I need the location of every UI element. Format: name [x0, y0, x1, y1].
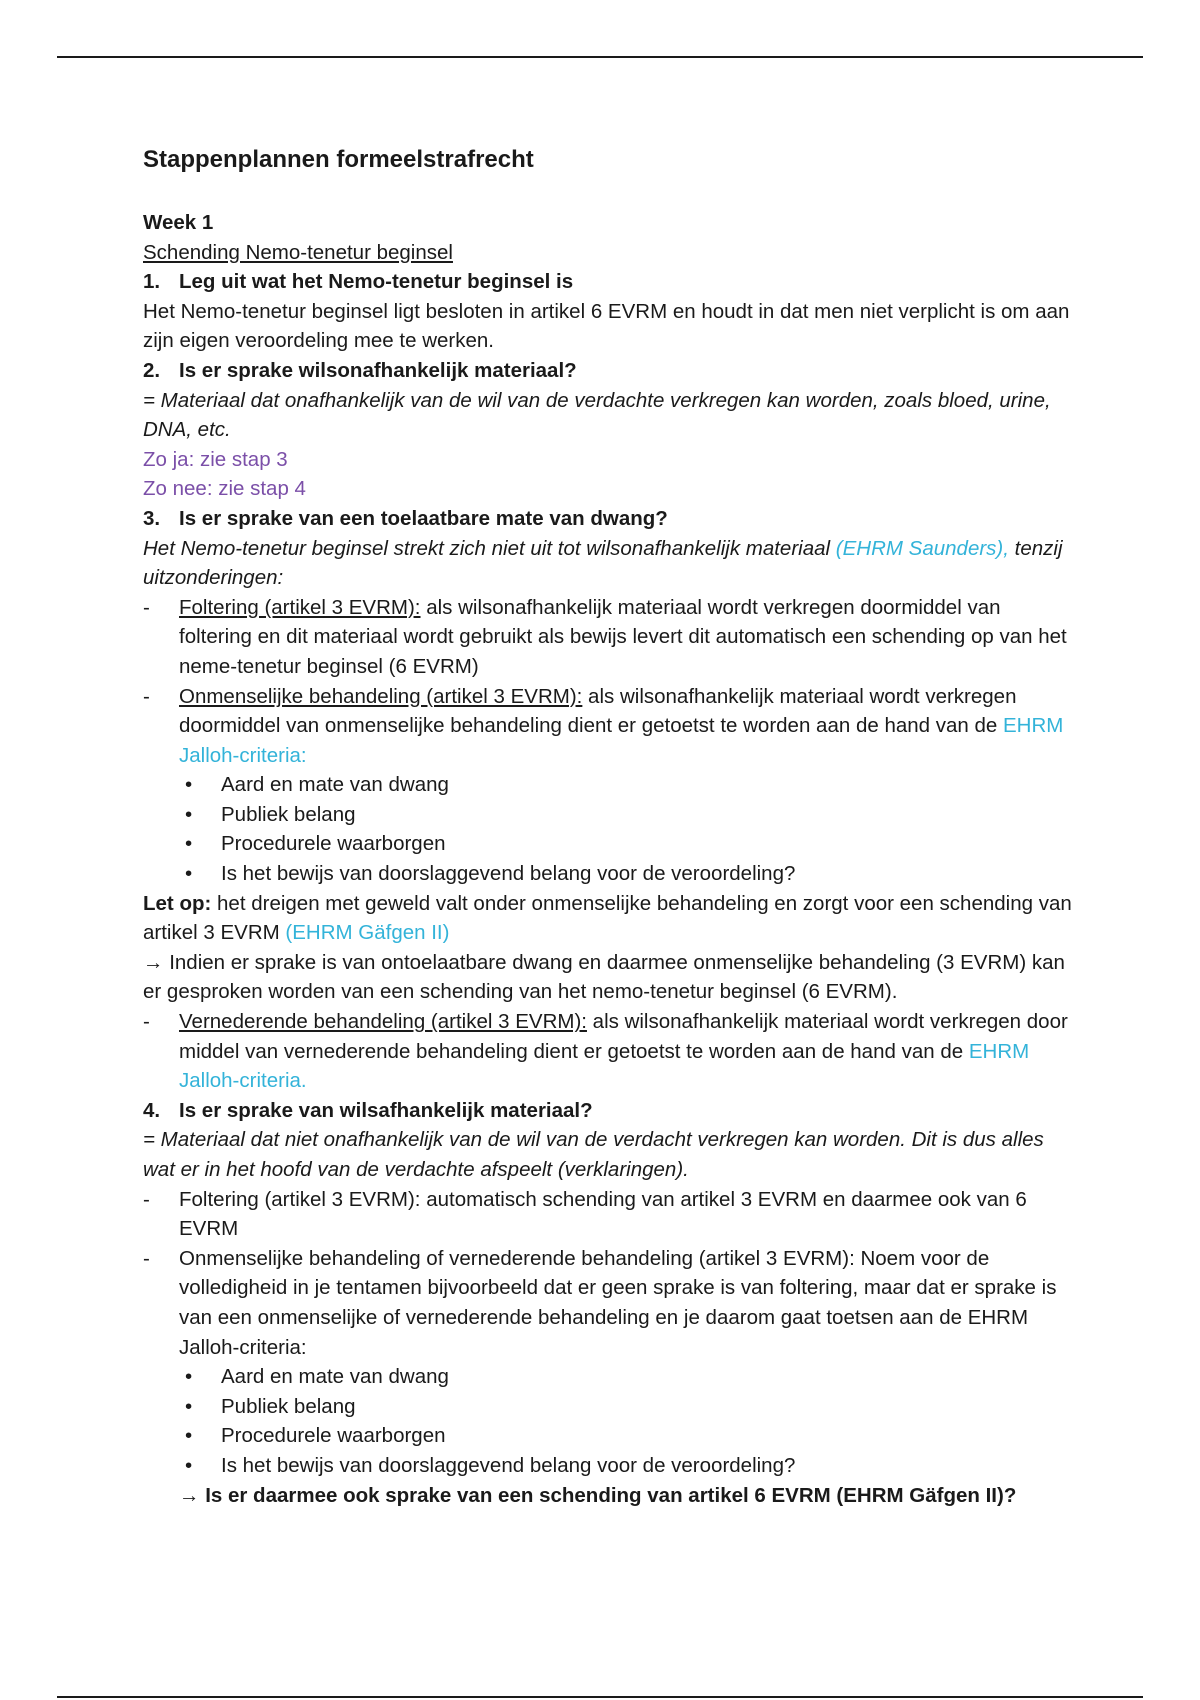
- step-3-heading: [143, 504, 1073, 534]
- step-4-definition: = Materiaal dat niet onafhankelijk van de wil van de verdacht verkregen kan worden. Dit is dus alles wat er in het hoofd van de verdachte afspeelt (verklaringen).: [143, 1128, 1044, 1181]
- list-item: [143, 1421, 1073, 1451]
- foltering-label: Foltering (artikel 3 EVRM):: [179, 595, 421, 619]
- foltering-text: als wilsonafhankelijk materiaal wordt verkregen doormiddel van foltering en dit materiaal wordt gebruikt als bewijs levert dit automatisch een schending op van het neme-tenetur beginsel (6 EVRM): [179, 595, 1067, 678]
- list-item: [143, 770, 1073, 800]
- criterion-text: Is het bewijs van doorslaggevend belang voor de veroordeling?: [221, 862, 796, 886]
- foltering-4-text: Foltering (artikel 3 EVRM): automatisch schending van artikel 3 EVRM en daarmee ook van 6 EVRM: [179, 1187, 1027, 1241]
- step-2-heading: [143, 356, 1073, 386]
- criterion-text: Aard en mate van dwang: [221, 773, 449, 797]
- intro-text-end: tenzij uitzonderingen:: [143, 536, 1063, 590]
- step-1-heading: [143, 267, 1073, 297]
- bullet-marker: •: [185, 1453, 193, 1477]
- list-item: [143, 859, 1073, 889]
- step-2-title: Is er sprake wilsonafhankelijk materiaal?: [179, 358, 577, 382]
- list-item-vernederend: [143, 1007, 1073, 1096]
- bullet-marker: •: [185, 1365, 193, 1389]
- step-number: 2.: [143, 358, 161, 382]
- step-3-title: Is er sprake van een toelaatbare mate van dwang?: [179, 506, 668, 530]
- criterion-text: Procedurele waarborgen: [221, 1424, 446, 1448]
- dash-marker: -: [143, 1187, 150, 1211]
- list-item-foltering: [143, 593, 1073, 682]
- document-title: Stappenplannen formeelstrafrecht: [143, 146, 534, 173]
- let-op-text: het dreigen met geweld valt onder onmenselijke behandeling en zorgt voor een schending van artikel 3 EVRM: [143, 891, 1072, 945]
- step-2-no: Zo nee: zie stap 4: [143, 477, 306, 501]
- step-2-definition: = Materiaal dat onafhankelijk van de wil van de verdachte verkregen kan worden, zoals bloed, urine, DNA, etc.: [143, 388, 1051, 442]
- bullet-marker: •: [185, 1424, 193, 1448]
- onmenselijk-4-text: Onmenselijke behandeling of vernederende behandeling (artikel 3 EVRM): Noem voor de volledigheid in je tentamen bijvoorbeeld dat er geen sprake is van foltering, maar dat er sprake is van een onmenselijke of vernederende behandeling en je daarom gaat toetsen aan de EHRM Jalloh-criteria:: [179, 1246, 1057, 1359]
- dash-marker: -: [143, 595, 150, 619]
- top-rule: [57, 56, 1143, 58]
- step-number: 3.: [143, 506, 161, 530]
- bullet-marker: •: [185, 802, 193, 826]
- bullet-marker: •: [185, 1394, 193, 1418]
- criterion-text: Aard en mate van dwang: [221, 1365, 449, 1389]
- vernederend-text: als wilsonafhankelijk materiaal wordt verkregen door middel van vernederende behandeling dient er getoetst te worden aan de hand van de: [179, 1010, 1068, 1063]
- subject-heading: Schending Nemo-tenetur beginsel: [143, 240, 453, 264]
- dash-marker: -: [143, 1246, 150, 1270]
- onmenselijk-label: Onmenselijke behandeling (artikel 3 EVRM):: [179, 684, 583, 708]
- list-item-onmenselijk-4: [143, 1244, 1073, 1362]
- bottom-rule: [57, 1696, 1143, 1698]
- bullet-marker: •: [185, 862, 193, 886]
- criterion-text: Publiek belang: [221, 1394, 356, 1418]
- step-number: 1.: [143, 270, 161, 294]
- case-ref-gafgen: (EHRM Gäfgen II): [285, 921, 450, 945]
- list-item: [143, 1451, 1073, 1481]
- step-1-text: Het Nemo-tenetur beginsel ligt besloten in artikel 6 EVRM en houdt in dat men niet verplicht is om aan zijn eigen veroordeling mee te werken.: [143, 299, 1070, 353]
- case-ref-jalloh: EHRM Jalloh-criteria:: [179, 714, 1064, 767]
- let-op-label: Let op:: [143, 891, 212, 915]
- case-ref-saunders: (EHRM Saunders),: [835, 536, 1009, 560]
- bullet-marker: •: [185, 773, 193, 797]
- dash-marker: -: [143, 1010, 150, 1034]
- dash-marker: -: [143, 684, 150, 708]
- list-item-onmenselijk: [143, 682, 1073, 771]
- final-question: → Is er daarmee ook sprake van een schending van artikel 6 EVRM (EHRM Gäfgen II)?: [179, 1483, 1017, 1507]
- bullet-marker: •: [185, 832, 193, 856]
- list-item: [143, 829, 1073, 859]
- arrow-conclusion: → Indien er sprake is van ontoelaatbare dwang en daarmee onmenselijke behandeling (3 EVRM) kan er gesproken worden van een schending van het nemo-tenetur beginsel (6 EVRM).: [143, 950, 1065, 1004]
- let-op-note: [143, 889, 1073, 948]
- criterion-text: Procedurele waarborgen: [221, 832, 446, 856]
- step-4-heading: [143, 1096, 1073, 1126]
- criterion-text: Publiek belang: [221, 802, 356, 826]
- week-heading: Week 1: [143, 211, 214, 234]
- list-item: [143, 1362, 1073, 1392]
- step-2-yes: Zo ja: zie stap 3: [143, 447, 288, 471]
- step-3-intro: [143, 534, 1073, 593]
- list-item-foltering-4: [143, 1185, 1073, 1244]
- list-item: [143, 800, 1073, 830]
- criterion-text: Is het bewijs van doorslaggevend belang voor de veroordeling?: [221, 1453, 796, 1477]
- intro-text: Het Nemo-tenetur beginsel strekt zich niet uit tot wilsonafhankelijk materiaal: [143, 536, 836, 560]
- vernederend-label: Vernederende behandeling (artikel 3 EVRM):: [179, 1010, 587, 1034]
- step-1-title: Leg uit wat het Nemo-tenetur beginsel is: [179, 270, 574, 294]
- list-item: [143, 1392, 1073, 1422]
- case-ref-jalloh: EHRM Jalloh-criteria.: [179, 1039, 1030, 1093]
- step-number: 4.: [143, 1098, 161, 1122]
- step-4-title: Is er sprake van wilsafhankelijk materiaal?: [179, 1098, 593, 1122]
- document-body: [143, 140, 1073, 1510]
- onmenselijk-text: als wilsonafhankelijk materiaal wordt verkregen doormiddel van onmenselijke behandeling dient er getoetst te worden aan de hand van de: [179, 684, 1017, 738]
